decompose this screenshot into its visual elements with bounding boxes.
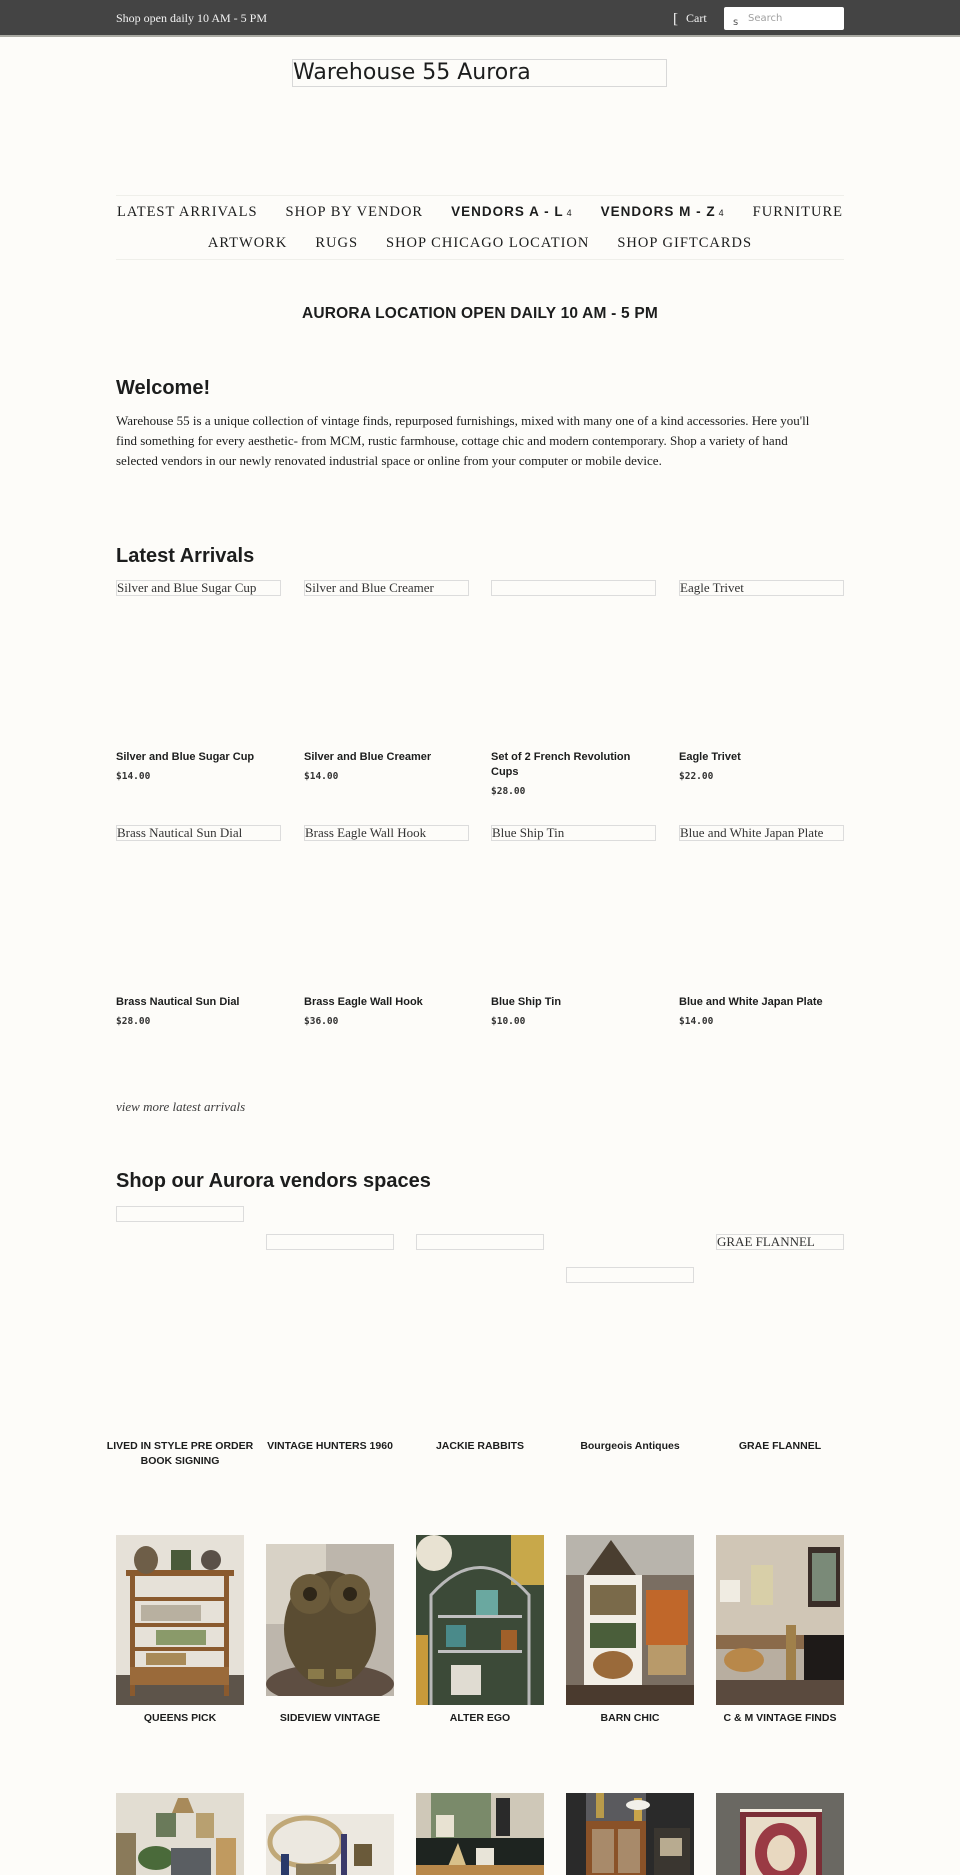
site-logo[interactable] bbox=[292, 59, 667, 87]
nav-shop-by-vendor[interactable]: SHOP BY VENDOR bbox=[285, 204, 424, 220]
chevron-down-icon: 4 bbox=[718, 208, 725, 218]
product-card[interactable] bbox=[304, 580, 469, 782]
product-title[interactable] bbox=[491, 750, 656, 799]
product-image[interactable] bbox=[491, 580, 656, 596]
product-image[interactable]: Blue Ship Tin bbox=[491, 825, 656, 841]
vendor-link[interactable]: GRAE FLANNEL bbox=[738, 1440, 822, 1452]
vendor-link[interactable]: QUEENS PICK bbox=[143, 1712, 217, 1724]
product-card[interactable] bbox=[304, 825, 469, 1027]
vendor-image-sideview-vintage[interactable] bbox=[266, 1544, 394, 1696]
vendor-image[interactable] bbox=[566, 1267, 694, 1283]
vendor-image-rug[interactable] bbox=[716, 1793, 844, 1875]
vendor-image[interactable]: GRAE FLANNEL bbox=[716, 1234, 844, 1250]
nav-row-1 bbox=[116, 204, 844, 221]
vendor-image-rattan-chair[interactable] bbox=[266, 1814, 394, 1875]
vendors-heading: Shop our Aurora vendors spaces bbox=[116, 1170, 431, 1192]
product-title-text: Silver and Blue Sugar Cup bbox=[116, 751, 255, 763]
vendor-image-plants[interactable] bbox=[116, 1793, 244, 1875]
product-card[interactable] bbox=[491, 580, 656, 797]
vendor-image-c-m-vintage-finds[interactable] bbox=[716, 1535, 844, 1705]
product-image[interactable]: Silver and Blue Sugar Cup bbox=[116, 580, 281, 596]
nav-vendors-a-l-label: VENDORS A - L bbox=[451, 204, 564, 219]
product-card[interactable] bbox=[116, 580, 281, 782]
vendor-link[interactable]: LIVED IN STYLE PRE ORDER BOOK SIGNING bbox=[106, 1440, 254, 1467]
vendor-link[interactable]: Bourgeois Antiques bbox=[580, 1440, 680, 1452]
vendor-image[interactable] bbox=[416, 1234, 544, 1250]
vendor-image-china-cabinet[interactable] bbox=[566, 1793, 694, 1875]
product-price: $28.00 bbox=[491, 786, 526, 797]
welcome-text: Warehouse 55 is a unique collection of vintage finds, repurposed furnishings, mixed with many one of a kind accessories. Here you'll find something for every aesthetic- from MCM, rustic farmhouse, cottage chic and modern contemporary. Shop a variety of hand selected vendors in our newly renovated industrial space or online from your computer or mobile device. bbox=[116, 413, 810, 468]
vendor-link[interactable]: VINTAGE HUNTERS 1960 bbox=[267, 1440, 393, 1452]
product-price: $14.00 bbox=[304, 771, 339, 782]
product-title[interactable] bbox=[304, 750, 469, 784]
product-title-text: Blue Ship Tin bbox=[491, 996, 562, 1008]
product-card[interactable] bbox=[679, 825, 844, 1027]
product-price: $14.00 bbox=[116, 771, 151, 782]
announcement-banner: AURORA LOCATION OPEN DAILY 10 AM - 5 PM bbox=[301, 305, 658, 322]
nav-vendors-m-z-label: VENDORS M - Z bbox=[600, 204, 716, 219]
vendor-link[interactable]: ALTER EGO bbox=[449, 1712, 511, 1724]
product-title[interactable] bbox=[116, 995, 281, 1029]
latest-arrivals-heading: Latest Arrivals bbox=[116, 545, 255, 567]
product-card[interactable] bbox=[116, 825, 281, 1027]
nav-shop-giftcards[interactable]: SHOP GIFTCARDS bbox=[617, 235, 753, 251]
cart-link[interactable] bbox=[673, 11, 707, 26]
product-image[interactable]: Brass Nautical Sun Dial bbox=[116, 825, 281, 841]
product-image[interactable]: Brass Eagle Wall Hook bbox=[304, 825, 469, 841]
product-title[interactable] bbox=[679, 750, 844, 784]
product-card[interactable] bbox=[491, 825, 656, 1027]
product-card[interactable] bbox=[679, 580, 844, 782]
search-icon[interactable]: s bbox=[733, 17, 739, 28]
nav-vendors-m-z[interactable] bbox=[587, 204, 739, 221]
vendor-link[interactable]: SIDEVIEW VINTAGE bbox=[279, 1712, 381, 1724]
product-image[interactable]: Silver and Blue Creamer bbox=[304, 580, 469, 596]
product-title-text: Silver and Blue Creamer bbox=[304, 751, 432, 763]
view-more-latest-arrivals-link[interactable]: view more latest arrivals bbox=[116, 1099, 246, 1114]
vendor-link[interactable]: BARN CHIC bbox=[600, 1712, 660, 1724]
product-image[interactable]: Eagle Trivet bbox=[679, 580, 844, 596]
vendor-image[interactable] bbox=[116, 1206, 244, 1222]
product-title[interactable] bbox=[491, 995, 656, 1029]
cart-icon: [ bbox=[673, 10, 678, 27]
vendor-image-alter-ego[interactable] bbox=[416, 1535, 544, 1705]
product-title-text: Brass Nautical Sun Dial bbox=[116, 996, 240, 1008]
vendor-image-black-shelf[interactable] bbox=[416, 1793, 544, 1875]
product-price: $10.00 bbox=[491, 1016, 526, 1027]
product-price: $14.00 bbox=[679, 1016, 714, 1027]
product-price: $36.00 bbox=[304, 1016, 339, 1027]
product-title-text: Set of 2 French Revolution Cups bbox=[491, 751, 631, 778]
product-title[interactable] bbox=[116, 750, 281, 784]
search-input[interactable] bbox=[748, 10, 840, 27]
nav-furniture[interactable]: FURNITURE bbox=[752, 204, 844, 220]
top-bar bbox=[0, 0, 960, 37]
vendor-link[interactable]: JACKIE RABBITS bbox=[435, 1440, 525, 1452]
product-title-text: Blue and White Japan Plate bbox=[679, 996, 823, 1008]
product-title-text: Brass Eagle Wall Hook bbox=[304, 996, 423, 1008]
vendor-image-barn-chic[interactable] bbox=[566, 1535, 694, 1705]
nav-shop-chicago-location[interactable]: SHOP CHICAGO LOCATION bbox=[386, 235, 590, 251]
product-image[interactable]: Blue and White Japan Plate bbox=[679, 825, 844, 841]
chevron-down-icon: 4 bbox=[566, 208, 573, 218]
nav-latest-arrivals[interactable]: LATEST ARRIVALS bbox=[116, 204, 258, 220]
vendor-image-queens-pick[interactable] bbox=[116, 1535, 244, 1705]
nav-rugs[interactable]: RUGS bbox=[315, 235, 359, 251]
cart-label: Cart bbox=[686, 11, 707, 25]
welcome-heading: Welcome! bbox=[116, 377, 211, 399]
product-price: $22.00 bbox=[679, 771, 714, 782]
vendor-link[interactable]: C & M VINTAGE FINDS bbox=[723, 1712, 837, 1724]
store-hours-message: Shop open daily 10 AM - 5 PM bbox=[116, 11, 268, 25]
product-title-text: Eagle Trivet bbox=[679, 751, 741, 763]
search-box[interactable] bbox=[724, 7, 844, 30]
product-price: $28.00 bbox=[116, 1016, 151, 1027]
logo-text: Warehouse 55 Aurora bbox=[293, 60, 531, 85]
nav-artwork[interactable]: ARTWORK bbox=[207, 235, 288, 251]
product-title[interactable] bbox=[304, 995, 469, 1029]
main-navigation bbox=[116, 195, 844, 260]
vendor-image[interactable] bbox=[266, 1234, 394, 1250]
nav-row-2 bbox=[116, 235, 844, 252]
nav-vendors-a-l[interactable] bbox=[437, 204, 587, 221]
product-title[interactable] bbox=[679, 995, 844, 1029]
